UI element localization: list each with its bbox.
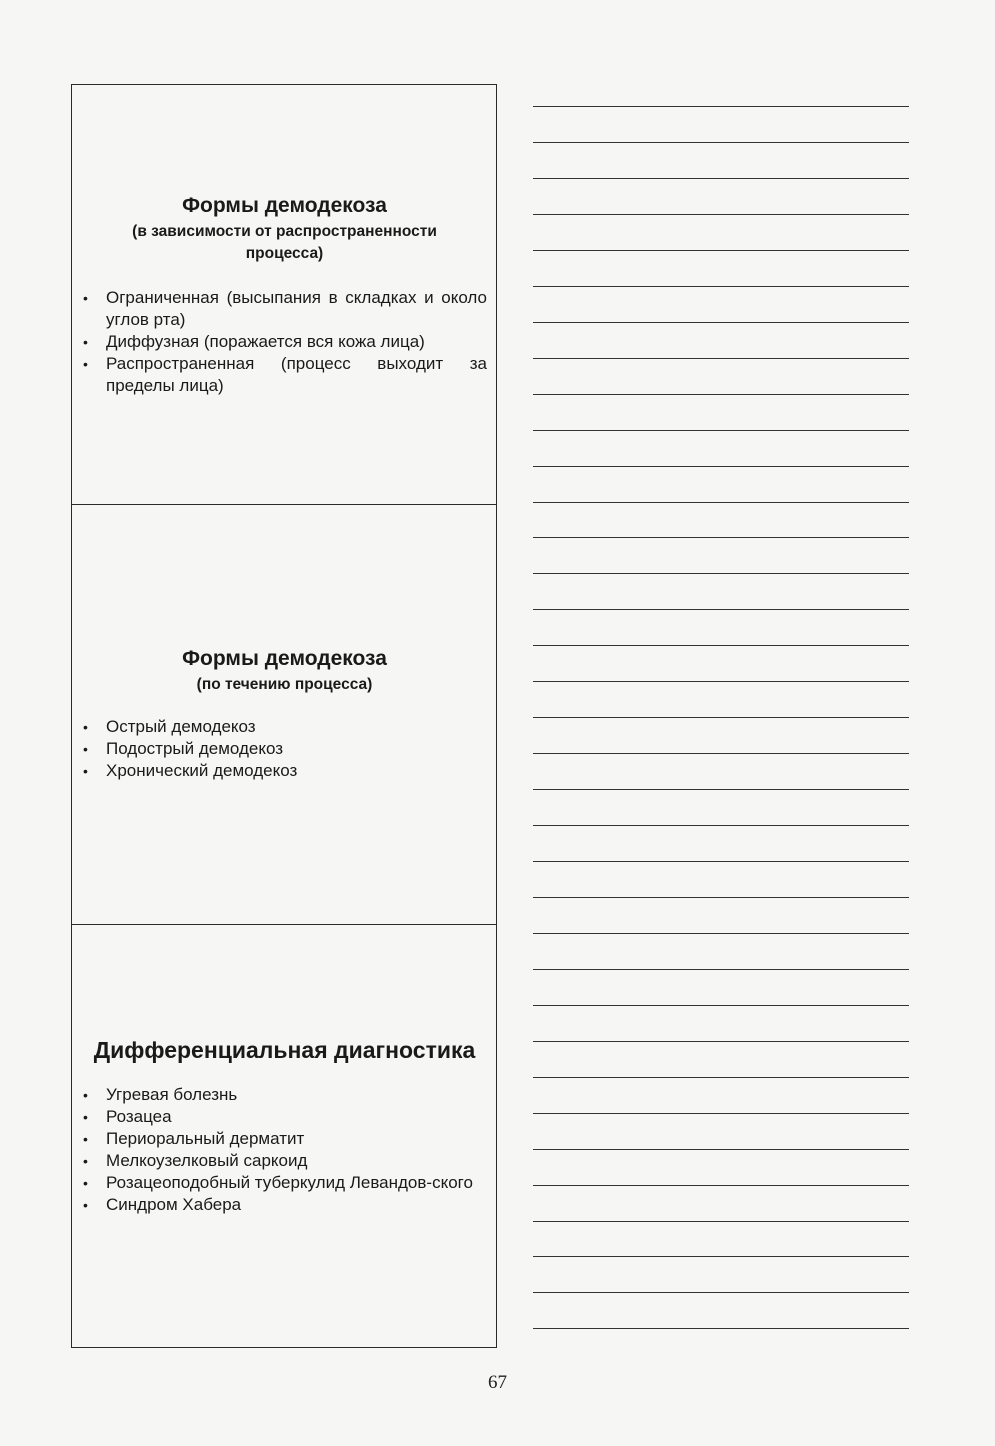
note-line <box>533 897 909 898</box>
list-item: • Подострый демодекоз <box>82 738 487 760</box>
list-item: • Острый демодекоз <box>82 716 487 738</box>
note-line <box>533 142 909 143</box>
list-item: • Мелкоузелковый саркоид <box>82 1150 487 1172</box>
note-line <box>533 250 909 251</box>
list-item: • Хронический демодекоз <box>82 760 487 782</box>
note-line <box>533 717 909 718</box>
list-item: • Периоральный дерматит <box>82 1128 487 1150</box>
note-line <box>533 609 909 610</box>
note-line <box>533 573 909 574</box>
list-item: • Диффузная (поражается вся кожа лица) <box>82 331 487 353</box>
bullet-list <box>82 287 487 397</box>
note-line <box>533 358 909 359</box>
slide-subtitle: (в зависимости от распространенности процесса) <box>132 223 437 262</box>
list-item: • Розацеоподобный туберкулид Левандов-ского <box>82 1172 487 1194</box>
slide-title: Формы демодекоза <box>182 194 387 217</box>
note-line <box>533 1328 909 1329</box>
list-item: • Розацеа <box>82 1106 487 1128</box>
slide-demodex-forms-spread <box>72 85 496 504</box>
note-line <box>533 214 909 215</box>
note-line <box>533 394 909 395</box>
note-line <box>533 1077 909 1078</box>
note-line <box>533 789 909 790</box>
bullet-list <box>82 716 487 782</box>
bullet-list <box>82 1084 487 1216</box>
note-line <box>533 322 909 323</box>
slide-title: Дифференциальная диагностика <box>93 1037 476 1063</box>
note-line <box>533 1149 909 1150</box>
note-line <box>533 502 909 503</box>
note-line <box>533 753 909 754</box>
note-line <box>533 645 909 646</box>
slide-subtitle: (по течению процесса) <box>196 676 373 693</box>
note-line <box>533 933 909 934</box>
slide-title: Формы демодекоза <box>182 647 387 670</box>
note-lines <box>533 0 909 1446</box>
note-line <box>533 1185 909 1186</box>
slide-differential-diagnosis <box>72 924 496 1347</box>
note-line <box>533 286 909 287</box>
page-number: 67 <box>488 1372 507 1393</box>
note-line <box>533 430 909 431</box>
list-item: • Угревая болезнь <box>82 1084 487 1106</box>
list-item: • Распространенная (процесс выходит за пределы лица) <box>82 353 487 397</box>
note-line <box>533 969 909 970</box>
note-line <box>533 106 909 107</box>
list-item: • Синдром Хабера <box>82 1194 487 1216</box>
note-line <box>533 537 909 538</box>
note-line <box>533 466 909 467</box>
note-line <box>533 861 909 862</box>
slide-demodex-forms-course <box>72 504 496 924</box>
note-line <box>533 1113 909 1114</box>
note-line <box>533 1256 909 1257</box>
note-line <box>533 681 909 682</box>
list-item: • Ограниченная (высыпания в складках и около углов рта) <box>82 287 487 331</box>
slides-column <box>71 84 497 1348</box>
note-line <box>533 1005 909 1006</box>
note-line <box>533 1041 909 1042</box>
note-line <box>533 1292 909 1293</box>
note-line <box>533 1221 909 1222</box>
note-line <box>533 178 909 179</box>
note-line <box>533 825 909 826</box>
